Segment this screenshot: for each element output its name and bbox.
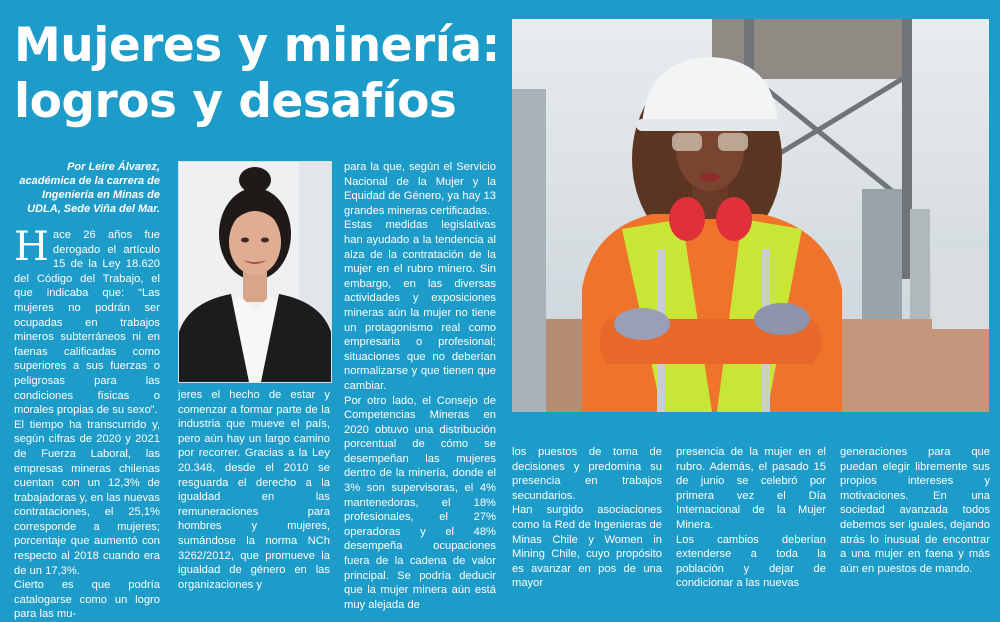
article-paragraph: presencia de la mujer en el rubro. Además, el pasado 15 de junio se celebró por primera vez el Día Internacional de la Mujer Minera. xyxy=(676,446,826,531)
article-column-1 xyxy=(14,160,160,622)
article-column-2 xyxy=(178,388,330,592)
headline-line-2: logros y desafíos xyxy=(14,74,457,129)
byline: Por Leire Álvarez, académica de la carrera de Ingeniería en Minas de UDLA, Sede Viña del Mar. xyxy=(19,161,160,215)
article-column-4 xyxy=(512,445,662,591)
article-column-3 xyxy=(344,160,496,612)
article-paragraph: Cierto es que podría catalogarse como un logro para las mu- xyxy=(14,579,160,621)
miner-photo xyxy=(512,19,989,412)
dropcap: H xyxy=(14,224,49,270)
article-paragraph: El tiempo ha transcurrido y, según cifras de 2020 y 2021 de Fuerza Laboral, las empresas mineras chilenas cuentan con un 12,3% de trabajadoras y, en las nuevas contrataciones, el 25,1% corresponde a mujeres; porcentaje que aumentó con respecto al 2018 cuando era de un 17,3%. xyxy=(14,418,160,577)
article-paragraph: Han surgido asociaciones como la Red de Ingenieras de Minas Chile y Women in Mining Chile, cuyo propósito es avanzar en pos de una mayor xyxy=(512,504,662,590)
article-paragraph: jeres el hecho de estar y comenzar a formar parte de la industria que mueve el país, pero aún hay un largo camino por recorrer. Gracias a la Ley 20.348, desde el 2010 se resguarda el derecho a la igualdad en las remuneraciones para hombres y mujeres, sumándose la norma NCh 3262/2012, que promueve la igualdad de género en las organizaciones y xyxy=(178,389,330,591)
article-paragraph: Por otro lado, el Consejo de Competencias Mineras en 2020 obtuvo una distribución porcentual de cómo se desempeñan las mujeres dentro de la minería, donde el 3% son supervisoras, el 4% mantenedoras, el 18% profesionales, el 27% operadoras y el 48% desempeña ocupaciones fuera de la cadena de valor principal. Se podría deducir que la mujer minera aún está muy alejada de xyxy=(344,394,496,611)
article-paragraph: Los cambios deberían extenderse a toda la población y dejar de condicionar a las nuevas xyxy=(676,533,826,590)
article-paragraph: generaciones para que puedan elegir libremente sus propios intereses y motivaciones. En una sociedad avanzada todos debemos ser iguales, dejando atrás lo inusual de encontrar a una mujer en faena y más aún en puestos de mando. xyxy=(840,446,990,575)
article-paragraph: para la que, según el Servicio Nacional de la Mujer y la Equidad de Género, ya hay 13 grandes mineras certificadas. xyxy=(344,161,496,217)
article-paragraph xyxy=(14,224,160,418)
headline xyxy=(14,18,504,130)
article-column-5 xyxy=(676,445,826,591)
headline-line-1: Mujeres y minería: xyxy=(14,18,500,73)
article-paragraph: Estas medidas legislativas han ayudado a la tendencia al alza de la contratación de la mujer en el rubro minero. Sin embargo, en las diversas actividades y exposiciones mineras aún la mujer no tiene un protagonismo real como empresaria o profesional; situaciones que no deberían normalizarse y que tienen que cambiar. xyxy=(344,219,496,392)
article-column-6 xyxy=(840,445,990,576)
author-portrait xyxy=(178,161,332,383)
paragraph-text: ace 26 años fue derogado el artículo 15 de la Ley 18.620 del Código del Trabajo, el que indicaba que: “Las mujeres no podrán ser ocupadas en trabajos mineros subterráneos ni en faenas calificadas como superiores a sus fuerzas o peligrosas para las condiciones físicas o morales propias de su sexo”. xyxy=(14,229,160,417)
article-paragraph: los puestos de toma de decisiones y predomina su presencia en trabajos secundarios. xyxy=(512,446,662,502)
